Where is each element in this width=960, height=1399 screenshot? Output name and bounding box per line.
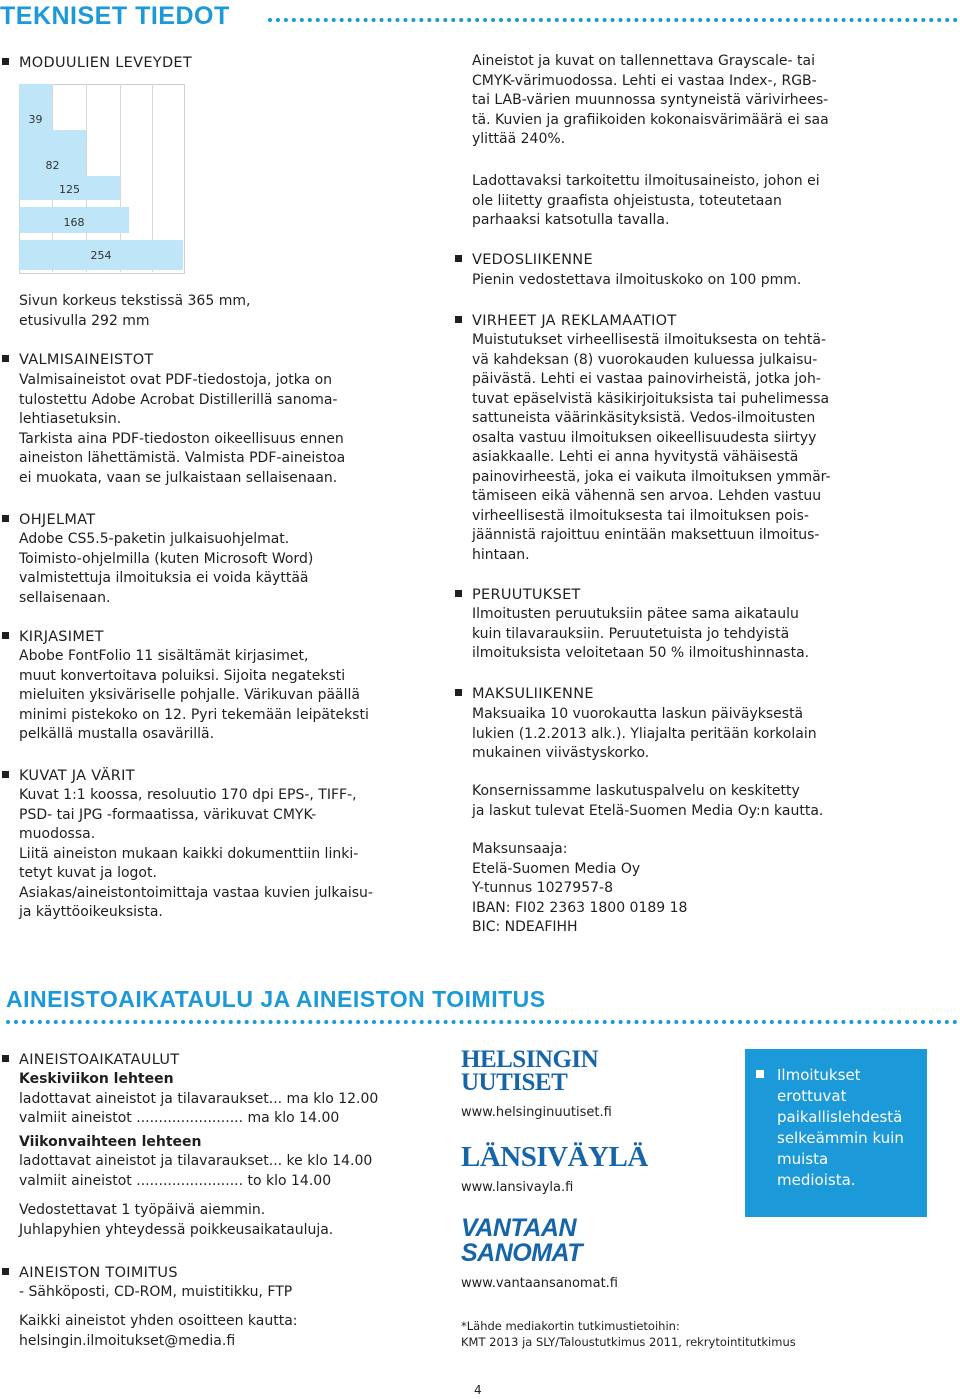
text-line: ylittää 240%. <box>472 131 566 147</box>
text-line: valmiit aineistot ........................ ma klo 14.00 <box>19 1110 340 1126</box>
heading-maksuliikenne: MAKSULIIKENNE <box>455 685 594 703</box>
text-line: Muistutukset virheellisestä ilmoituksesta on tehtä- <box>472 332 827 348</box>
text-line: tä. Kuvien ja grafiikoiden kokonaisvärimäärä ei saa <box>472 111 829 128</box>
heading-kirjasimet: KIRJASIMET <box>2 628 104 646</box>
email-address: helsingin.ilmoitukset@media.fi <box>19 1332 236 1349</box>
text-line: paikallislehdestä <box>777 1108 903 1126</box>
text-line: muodossa. <box>19 826 96 842</box>
page-title: TEKNISET TIEDOT <box>0 2 230 30</box>
text-line: Valmisaineistot ovat PDF-tiedostoja, jotka on <box>19 372 333 388</box>
module-bar-168 <box>19 207 129 233</box>
text-line: osalta vastuu ilmoituksen oikeellisuudesta siirtyy <box>472 429 817 446</box>
page-height-text <box>19 292 250 331</box>
heading-peruutukset: PERUUTUKSET <box>455 586 581 604</box>
heading-toimitus: AINEISTON TOIMITUS <box>2 1264 178 1282</box>
text-line: Pienin vedostettava ilmoituskoko on 100 pmm. <box>472 272 802 288</box>
logo-text: SANOMAT <box>461 1239 583 1267</box>
module-bar-125 <box>19 176 120 200</box>
text-line: Tarkista aina PDF-tiedoston oikeellisuus ennen <box>19 430 344 447</box>
text-line: ja käyttöoikeuksista. <box>19 904 163 920</box>
text-line: Y-tunnus 1027957-8 <box>472 880 613 896</box>
text-line: erottuvat <box>777 1087 847 1105</box>
text-line: Juhlapyhien yhteydessä poikkeusaikatauluja. <box>19 1221 334 1238</box>
text-line: PSD- tai JPG -formaatissa, värikuvat CMYK- <box>19 806 317 823</box>
page-number: 4 <box>474 1383 482 1397</box>
payee-text <box>472 840 687 938</box>
text-line: CMYK-värimuodossa. Lehti ei vastaa Index-, RGB- <box>472 72 817 89</box>
text-line: päivästä. Lehti ei vastaa painovirheistä, jotka joh- <box>472 371 821 387</box>
module-bar-254 <box>19 240 183 270</box>
text-line: ei muokata, vaan se julkaistaan sellaisenaan. <box>19 469 338 486</box>
text-line: Sivun korkeus tekstissä 365 mm, <box>19 293 251 309</box>
text-line: mieluiten yksiväriselle pohjalle. Värikuvan päällä <box>19 687 360 703</box>
text-line: jäännistä rajoittuu enintään maksettuun ilmoitus- <box>472 527 820 543</box>
heading-aikataulut: AINEISTOAIKATAULUT <box>2 1051 179 1069</box>
logo-text: VANTAAN <box>461 1214 577 1242</box>
text-line: pelkällä mustalla osavärillä. <box>19 726 215 742</box>
heading-ohjelmat: OHJELMAT <box>2 511 95 529</box>
text-line: valmistettuja ilmoituksia ei voida käyttää <box>19 570 309 586</box>
module-width-label: 125 <box>59 183 80 196</box>
color-format-text <box>472 52 829 150</box>
promo-box <box>745 1049 927 1217</box>
text-line: ladottavat aineistot ja tilavaraukset... ma klo 12.00 <box>19 1090 379 1107</box>
text-line: valmiit aineistot ........................ to klo 14.00 <box>19 1172 332 1189</box>
title-dotted-rule <box>268 18 958 22</box>
text-line: mukainen viivästyskorko. <box>472 745 650 761</box>
toimitus-text <box>19 1283 292 1303</box>
promo-text <box>777 1065 904 1191</box>
promo-bullet <box>756 1070 764 1078</box>
text-line: Kuvat 1:1 koossa, resoluutio 170 dpi EPS-, TIFF-, <box>19 787 357 803</box>
footnote <box>461 1318 796 1350</box>
billing-text <box>472 782 823 821</box>
text-line: muut konvertoitava poluiksi. Sijoita negateksti <box>19 667 346 684</box>
text-line: medioista. <box>777 1171 856 1189</box>
logo-text: UUTISET <box>461 1069 568 1096</box>
typeset-text <box>472 172 820 231</box>
text-line: painovirheestä, joka ei vaikuta ilmoituksen ymmär- <box>472 468 831 485</box>
peruutukset-text <box>472 605 809 664</box>
text-line: Konsernissamme laskutuspalvelu on keskitetty <box>472 783 800 799</box>
text-line: virheellisestä ilmoituksesta tai ilmoituksen pois- <box>472 507 809 524</box>
text-line: lukien (1.2.2013 alk.). Yliajalta peritään korkolain <box>472 725 817 742</box>
text-line: lehtiasetuksin. <box>19 411 122 427</box>
lansivayla-url[interactable]: www.lansivayla.fi <box>461 1180 574 1195</box>
text-line: Ilmoitukset <box>777 1066 861 1084</box>
text-line: asiakkaalle. Lehti ei anna hyvitystä vähäisestä <box>472 449 799 465</box>
text-line: Liitä aineiston mukaan kaikki dokumenttiin linki- <box>19 845 359 862</box>
valmisaineistot-text <box>19 371 345 488</box>
virheet-text <box>472 331 831 565</box>
text-line: tetyt kuvat ja logot. <box>19 865 157 881</box>
text-line: aineiston lähettämistä. Valmista PDF-aineistoa <box>19 450 346 466</box>
schedule-text <box>19 1070 378 1191</box>
text-line: muista <box>777 1150 829 1168</box>
text-line: Ilmoitusten peruutuksiin pätee sama aikataulu <box>472 606 799 622</box>
text-line: tulostettu Adobe Acrobat Distillerillä sanoma- <box>19 391 338 408</box>
module-width-label: 168 <box>63 216 85 229</box>
logo-text: HELSINGIN <box>461 1046 599 1073</box>
text-line: ilmoituksista veloitetaan 50 % ilmoitushinnasta. <box>472 645 810 661</box>
vedos-text <box>472 271 801 291</box>
helsingin-uutiset-url[interactable]: www.helsinginuutiset.fi <box>461 1105 612 1120</box>
lansivayla-logo <box>461 1142 648 1172</box>
schedule-extra-text <box>19 1201 333 1240</box>
wednesday-title: Keskiviikon lehteen <box>19 1071 174 1087</box>
text-line: etusivulla 292 mm <box>19 312 150 329</box>
heading-kuvat: KUVAT JA VÄRIT <box>2 767 135 785</box>
text-line: ja laskut tulevat Etelä-Suomen Media Oy:n kautta. <box>472 802 824 819</box>
module-bar-39 <box>19 84 52 130</box>
section-title-schedule: AINEISTOAIKATAULU JA AINEISTON TOIMITUS <box>6 986 546 1012</box>
heading-vedosliikenne: VEDOSLIIKENNE <box>455 251 593 269</box>
heading-moduulit: MODUULIEN LEVEYDET <box>2 54 192 72</box>
text-line: Abobe FontFolio 11 sisältämät kirjasimet, <box>19 648 309 664</box>
text-line: *Lähde mediakortin tutkimustietoihin: <box>461 1319 680 1333</box>
text-line: parhaaksi katsotulla tavalla. <box>472 212 670 228</box>
logo-text: LÄNSIVÄYLÄ <box>461 1141 648 1173</box>
text-line: Ladottavaksi tarkoitettu ilmoitusaineisto, johon ei <box>472 173 820 189</box>
text-line: sattuneista väärinkäsityksistä. Vedos-ilmoitusten <box>472 410 816 426</box>
kuvat-text <box>19 786 373 923</box>
text-line: Toimisto-ohjelmilla (kuten Microsoft Word) <box>19 550 314 567</box>
heading-valmisaineistot: VALMISAINEISTOT <box>2 351 154 369</box>
module-bar-82 <box>19 130 86 176</box>
vantaan-sanomat-url[interactable]: www.vantaansanomat.fi <box>461 1276 618 1291</box>
text-line: tämiseen eikä vähennä sen arvoa. Lehden vastuu <box>472 488 822 504</box>
text-line: vä kahdeksan (8) vuorokauden kuluessa julkaisu- <box>472 351 818 368</box>
helsingin-uutiset-logo <box>461 1048 598 1094</box>
text-line: kuin tilavarauksiin. Peruutetuista jo tehdyistä <box>472 625 790 642</box>
text-line: Aineistot ja kuvat on tallennettava Grayscale- tai <box>472 53 815 69</box>
text-line: Kaikki aineistot yhden osoitteen kautta: <box>19 1313 298 1329</box>
vantaan-sanomat-logo <box>461 1216 582 1266</box>
text-line: Asiakas/aineistontoimittaja vastaa kuvien julkaisu- <box>19 884 373 901</box>
text-line: hintaan. <box>472 546 530 563</box>
heading-virheet: VIRHEET JA REKLAMAATIOT <box>455 312 677 330</box>
module-width-label: 254 <box>90 249 112 262</box>
text-line: IBAN: FI02 2363 1800 0189 18 <box>472 899 688 916</box>
weekend-title: Viikonvaihteen lehteen <box>19 1133 202 1150</box>
module-width-label: 82 <box>45 159 60 172</box>
text-line: Maksunsaaja: <box>472 841 568 857</box>
text-line: tuvat epäselvistä käsikirjoituksista tai puhelimessa <box>472 390 830 407</box>
text-line: Vedostettavat 1 työpäivä aiemmin. <box>19 1202 266 1218</box>
text-line: Etelä-Suomen Media Oy <box>472 860 641 877</box>
address-text <box>19 1312 298 1351</box>
text-line: BIC: NDEAFIHH <box>472 919 578 935</box>
kirjasimet-text <box>19 647 369 745</box>
schedule-dotted-rule <box>6 1020 958 1024</box>
text-line: ladottavat aineistot ja tilavaraukset... ke klo 14.00 <box>19 1153 373 1169</box>
text-line: sellaisenaan. <box>19 589 111 606</box>
text-line: Maksuaika 10 vuorokautta laskun päiväyksestä <box>472 706 804 722</box>
text-line: ole liitetty graafista ohjeistusta, toteutetaan <box>472 192 782 209</box>
ohjelmat-text <box>19 530 313 608</box>
module-width-label: 39 <box>28 113 43 126</box>
text-line: KMT 2013 ja SLY/Taloustutkimus 2011, rekrytointitutkimus <box>461 1335 796 1349</box>
text-line: Adobe CS5.5-paketin julkaisuohjelmat. <box>19 531 290 547</box>
text-line: minimi pistekoko on 12. Pyri tekemään leipäteksti <box>19 706 369 723</box>
text-line: selkeämmin kuin <box>777 1129 904 1147</box>
maksu-text <box>472 705 817 764</box>
text-line: - Sähköposti, CD-ROM, muistitikku, FTP <box>19 1284 293 1300</box>
text-line: tai LAB-värien muunnossa syntyneistä värivirhees- <box>472 92 829 108</box>
